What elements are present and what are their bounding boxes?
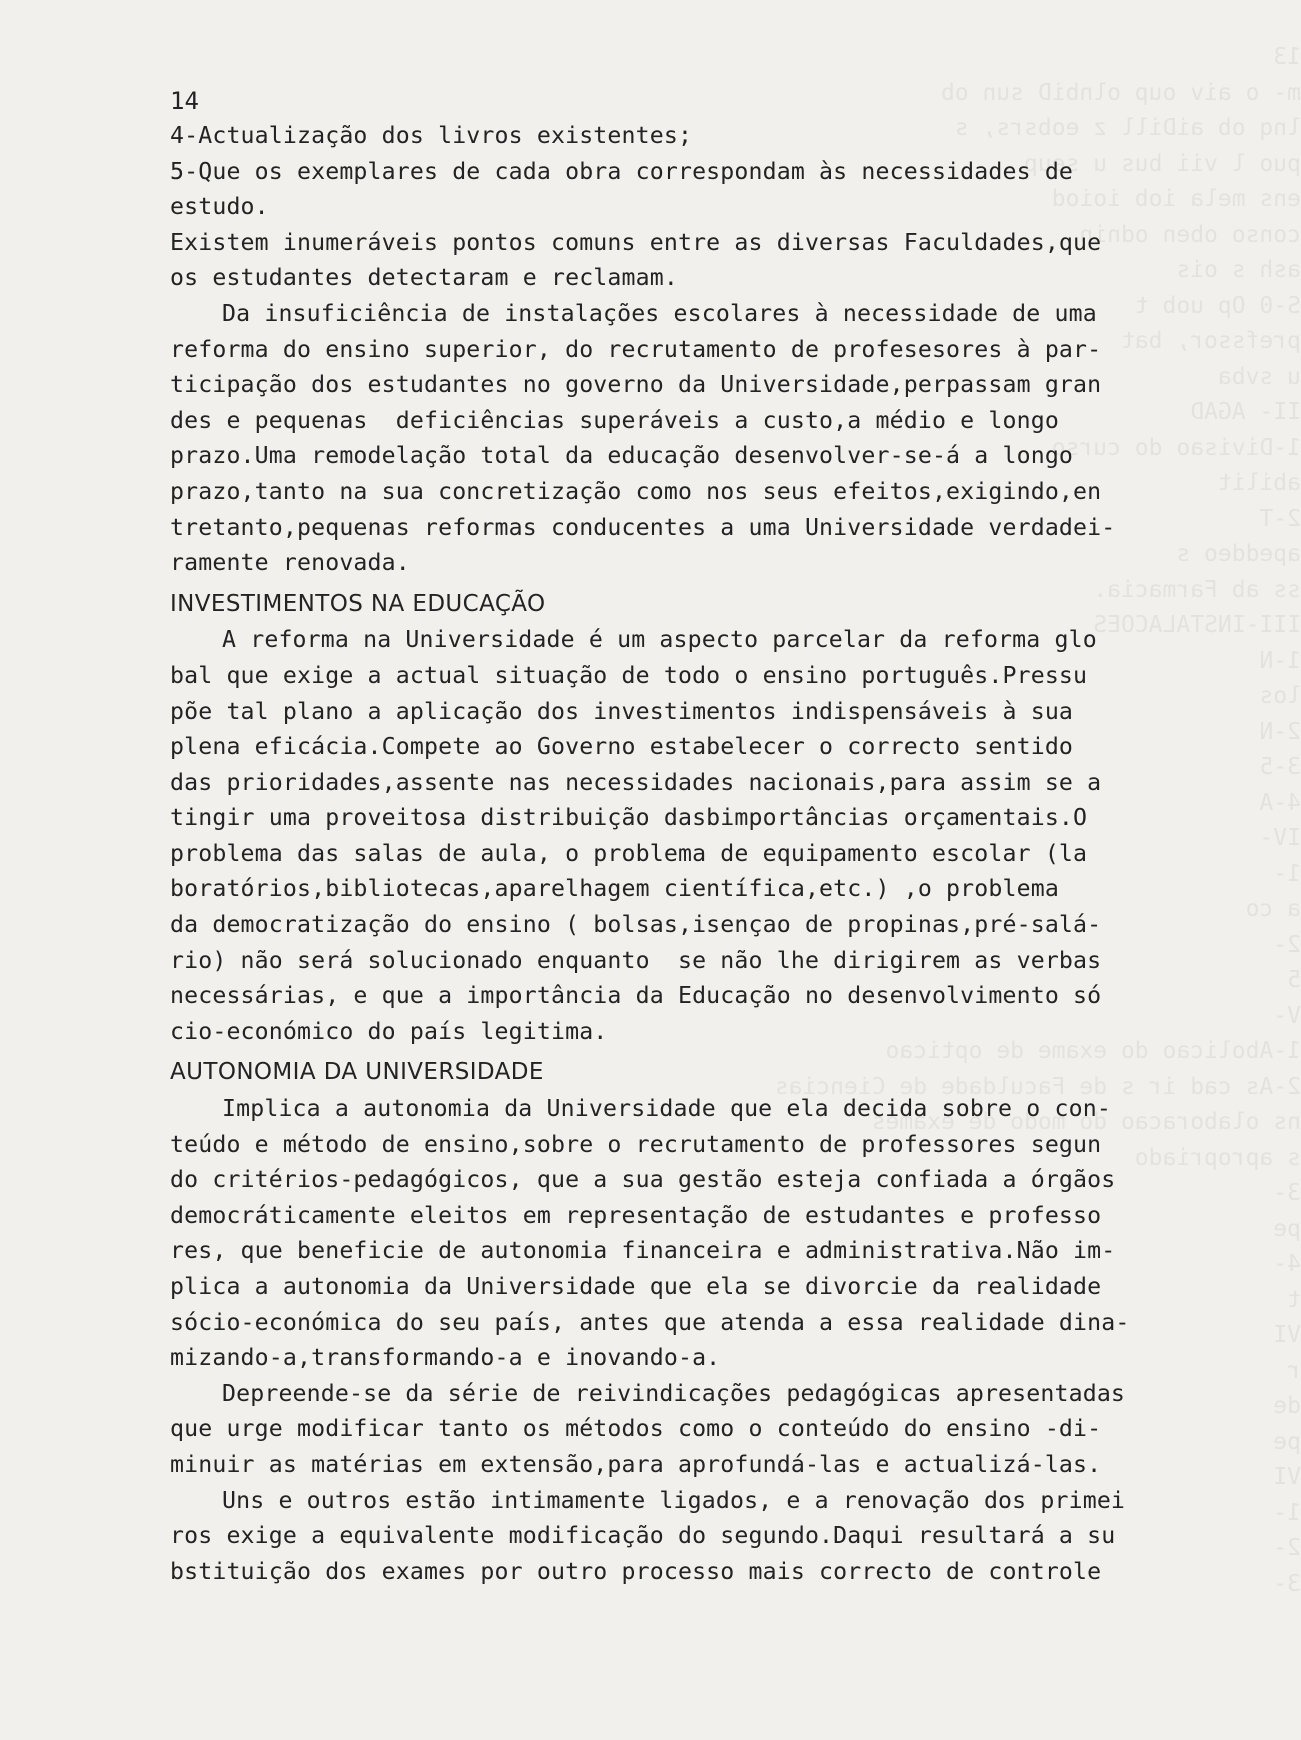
- text-line: plena eficácia.Compete ao Governo estabelecer o correcto sentido: [170, 733, 1074, 761]
- bleed-line: prefssor, bat: [1120, 328, 1301, 354]
- heading-investimentos: INVESTIMENTOS NA EDUCAÇÃO: [170, 590, 546, 617]
- text-line: sócio-económica do seu país, antes que atenda a essa realidade dina-: [170, 1308, 1130, 1336]
- bleed-line: apeddeo s: [1176, 541, 1301, 567]
- bleed-line: 4-A: [1259, 789, 1301, 816]
- bleed-line: V-: [1273, 1002, 1301, 1029]
- bleed-line: conso oben odnin: [1079, 221, 1301, 248]
- bleed-line: 2-: [1273, 1535, 1301, 1561]
- bleed-line: 2-: [1273, 931, 1301, 958]
- text-line: estudo.: [170, 193, 269, 221]
- text-line: os estudantes detectaram e reclamam.: [170, 264, 678, 292]
- bleed-line: 3-: [1273, 1570, 1301, 1597]
- text-line: Implica a autonomia da Universidade que ela decida sobre o con-: [222, 1095, 1111, 1123]
- bleed-line: 1-: [1273, 1499, 1301, 1526]
- intro-paragraphs: [170, 118, 1230, 581]
- text-line: minuir as matérias em extensão,para aprofundá-las e actualizá-las.: [170, 1450, 1102, 1478]
- bleed-line: puo l vii bus u seup: [1024, 150, 1301, 177]
- section-investimentos-body: [170, 622, 1230, 1049]
- text-line: Da insuficiência de instalações escolares à necessidade de uma: [222, 299, 1097, 327]
- text-line: reforma do ensino superior, do recrutamento de profesesores à par-: [170, 335, 1102, 363]
- text-line: mizando-a,transformando-a e inovando-a.: [170, 1344, 721, 1372]
- bleed-line: VI: [1273, 1464, 1301, 1490]
- text-line: res, que beneficie de autonomia financeira e administrativa.Não im-: [170, 1237, 1116, 1265]
- text-line: Uns e outros estão intimamente ligados, e a renovação dos primei: [222, 1486, 1126, 1514]
- text-line: das prioridades,assente nas necessidades nacionais,para assim se a: [170, 768, 1102, 796]
- bleed-line: 2-N: [1259, 718, 1301, 745]
- bleed-line: 1-N: [1259, 647, 1301, 674]
- typewritten-page: [170, 86, 1230, 1589]
- bleed-line: ss ab Farmacia.: [1093, 576, 1301, 603]
- bleed-line: 4-: [1273, 1251, 1301, 1277]
- bleed-line: pe: [1273, 1215, 1301, 1242]
- heading-autonomia: AUTONOMIA DA UNIVERSIDADE: [170, 1059, 544, 1086]
- bleed-line: pe: [1273, 1428, 1301, 1455]
- bleed-line: II- AGAD: [1190, 399, 1301, 425]
- text-line: da democratização do ensino ( bolsas,isençao de propinas,pré-salá-: [170, 911, 1102, 939]
- bleed-line: lnq ob aiDill z eobsrs, s: [954, 115, 1301, 141]
- text-line: boratórios,bibliotecas,aparelhagem científica,etc.) ,o problema: [170, 875, 1059, 903]
- text-line: Existem inumeráveis pontos comuns entre as diversas Faculdades,que: [170, 228, 1102, 256]
- text-line: 4-Actualização dos livros existentes;: [170, 122, 693, 149]
- bleed-line: 2-As cad ir s de Faculdade de Ciencias: [774, 1073, 1301, 1100]
- bleed-line: III-INSTALACOES: [1093, 612, 1301, 638]
- text-line: cio-económico do país legitima.: [170, 1017, 608, 1045]
- bleed-line: a co: [1245, 896, 1301, 922]
- bleed-line: los: [1259, 683, 1301, 709]
- text-line: Depreende-se da série de reivindicações pedagógicas apresentadas: [222, 1379, 1126, 1407]
- text-line: tingir uma proveitosa distribuição dasbimportâncias orçamentais.O: [170, 804, 1088, 832]
- text-line: problema das salas de aula, o problema de equipamento escolar (la: [170, 839, 1088, 867]
- bleed-line: 3-: [1273, 1180, 1301, 1206]
- bleed-line: VI: [1273, 1322, 1301, 1348]
- bleed-line: 1-Divisao do curso: [1051, 434, 1301, 461]
- bleed-line: abilit: [1217, 470, 1301, 496]
- text-line: ticipação dos estudantes no governo da Universidade,perpassam gran: [170, 371, 1102, 399]
- bleed-line: 3-5: [1259, 754, 1301, 780]
- bleed-line: t: [1287, 1286, 1301, 1313]
- bleed-line: 1-: [1273, 860, 1301, 887]
- bleed-line: 2-T: [1259, 505, 1301, 532]
- text-line: bal que exige a actual situação de todo o ensino português.Pressu: [170, 661, 1088, 689]
- text-line: des e pequenas deficiências superáveis a custo,a médio e longo: [170, 406, 1059, 434]
- text-line: do critérios-pedagógicos, que a sua gestão esteja confiada a órgãos: [170, 1166, 1116, 1194]
- text-line: prazo.Uma remodelação total da educação desenvolver-se-á a longo: [170, 442, 1074, 470]
- bleed-line: s apropriado: [1134, 1144, 1301, 1171]
- text-line: ros exige a equivalente modificação do segundo.Daqui resultará a su: [170, 1522, 1116, 1550]
- text-line: bstituição dos exames por outro processo mais correcto de controle: [170, 1557, 1102, 1585]
- text-line: A reforma na Universidade é um aspecto parcelar da reforma glo: [222, 626, 1097, 654]
- text-line: democráticamente eleitos em representação de estudantes e professo: [170, 1201, 1102, 1229]
- text-line: plica a autonomia da Universidade que ela se divorcie da realidade: [170, 1273, 1102, 1300]
- page-number: 14: [170, 87, 199, 115]
- text-line: prazo,tanto na sua concretização como nos seus efeitos,exigindo,en: [170, 477, 1102, 505]
- section-autonomia-body: [170, 1091, 1230, 1589]
- bleed-line: S-0 Op uob t: [1134, 292, 1301, 319]
- text-line: teúdo e método de ensino,sobre o recrutamento de professores segun: [170, 1130, 1102, 1158]
- text-line: 5-Que os exemplares de cada obra correspondam às necessidades de: [170, 157, 1074, 185]
- bleed-line: 5: [1287, 967, 1301, 993]
- text-line: rio) não será solucionado enquanto se não lhe dirigirem as verbas: [170, 946, 1102, 974]
- bleed-line: ash s ois: [1176, 257, 1301, 283]
- bleed-line: de: [1273, 1393, 1301, 1419]
- text-line: que urge modificar tanto os métodos como o conteúdo do ensino -di-: [170, 1415, 1102, 1443]
- bleed-line: 13: [1273, 44, 1301, 70]
- bleed-line: IV-: [1259, 825, 1301, 851]
- bleed-line: ens mela iob ioiod: [1051, 186, 1301, 212]
- text-line: põe tal plano a aplicação dos investimentos indispensáveis à sua: [170, 697, 1074, 725]
- bleed-line: ns olaboracao do modo de exames: [871, 1109, 1301, 1135]
- bleed-line: r: [1287, 1357, 1301, 1384]
- text-line: tretanto,pequenas reformas conducentes a uma Universidade verdadei-: [170, 513, 1116, 541]
- bleed-line: m- o aiv oup olnbiD sun ob: [940, 79, 1301, 106]
- text-line: ramente renovada.: [170, 549, 410, 577]
- bleed-line: u svba: [1217, 363, 1301, 390]
- bleed-line: 1-Abolicao do exame de opticao: [885, 1038, 1301, 1064]
- text-line: necessárias, e que a importância da Educação no desenvolvimento só: [170, 982, 1102, 1010]
